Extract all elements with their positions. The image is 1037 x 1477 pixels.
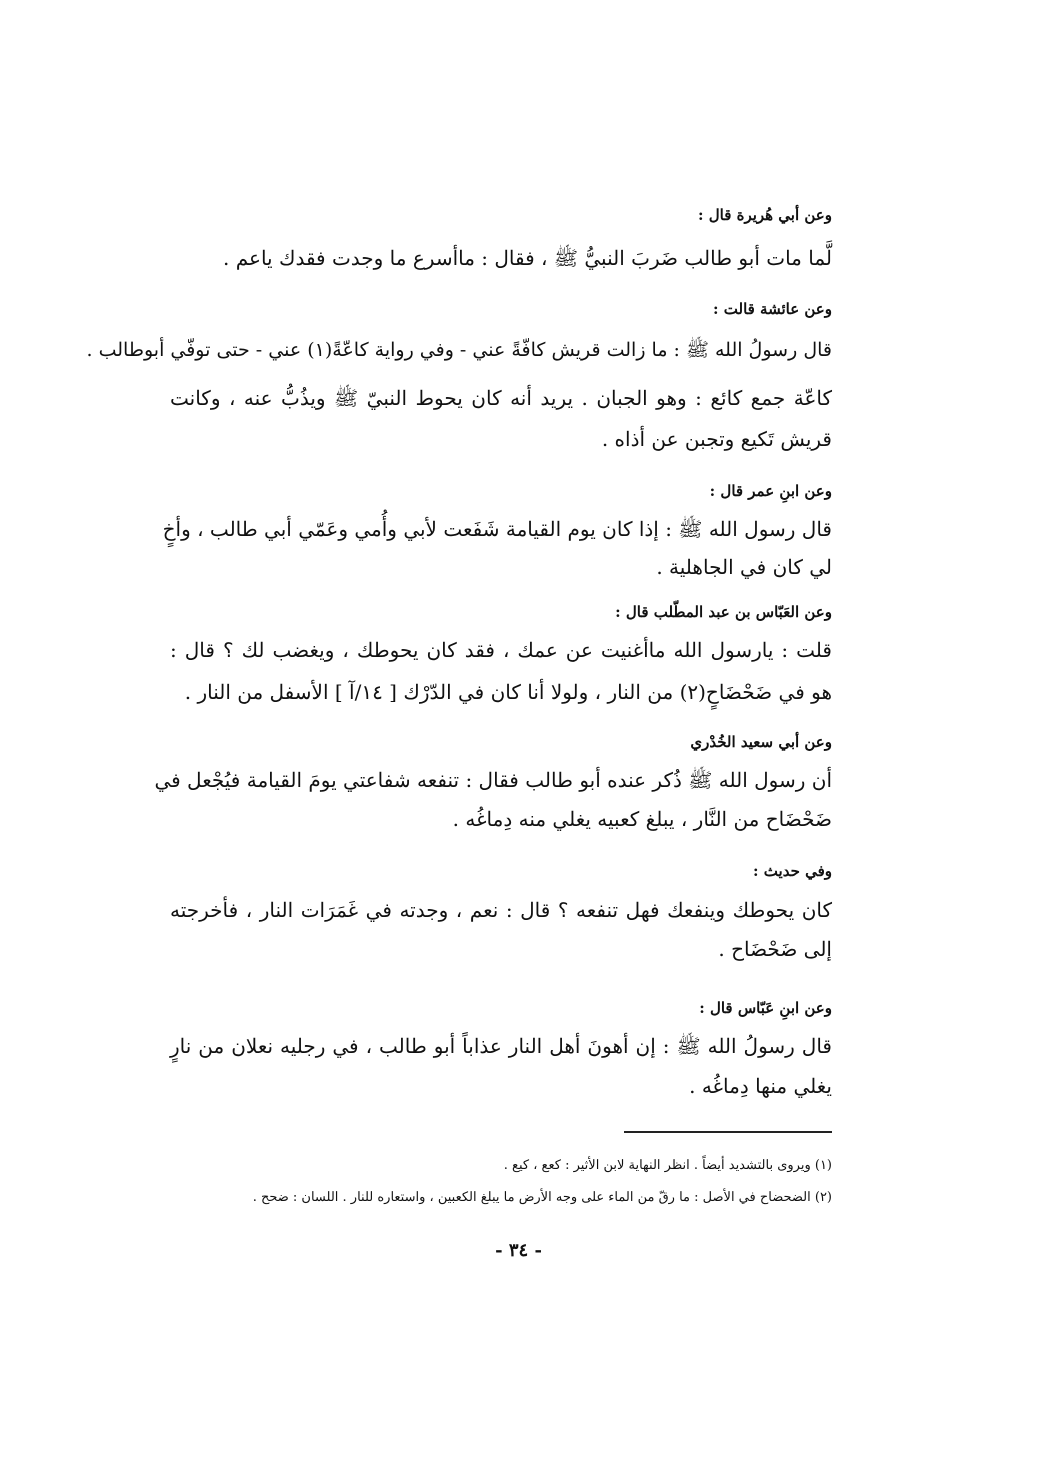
text-line: أن رسول الله ﷺ ذُكر عنده أبو طالب فقال : تنفعه شفاعتي يومَ القيامة فيُجْعل في <box>154 768 832 792</box>
footnote: (١) ويروى بالتشديد أيضاً . انظر النهاية لابن الأثير : كعع ، كيع . <box>503 1158 832 1173</box>
text-line: يغلي منها دِماغُه . <box>689 1074 832 1098</box>
section-heading: وعن العَبّاس بن عبد المطّلب قال : <box>615 603 832 621</box>
section-heading: وعن ابنِ عمر قال : <box>709 482 832 500</box>
text-line: قال رسول الله ﷺ : إذا كان يوم القيامة شَفَعت لأبي وأُمي وعَمّي أبي طالب ، وأخٍ <box>162 517 832 541</box>
section-heading: وعن عائشة قالت : <box>713 300 832 318</box>
footnote-separator <box>624 1131 832 1133</box>
text-line: كان يحوطك وينفعك فهل تنفعه ؟ قال : نعم ، وجدته في غَمَرَات النار ، فأخرجته <box>170 898 832 922</box>
text-line: إلى ضَحْضَاح . <box>718 937 832 961</box>
section-heading: وفي حديث : <box>753 862 832 880</box>
text-line: لَّما مات أبو طالب ضَربَ النبيُّ ﷺ ، فقال : ماأسرع ما وجدت فقدك ياعم . <box>222 246 832 270</box>
section-heading: وعن أبي سعيد الخُدْري <box>690 733 832 751</box>
text-line: قال رسولُ الله ﷺ : ما زالت قريش كافّةً عني - وفي رواية كاعّةً(١) عني - حتى توفّي أبوطالب . <box>86 339 832 361</box>
text-line: ضَحْضَاح من النَّار ، يبلغ كعبيه يغلي منه دِماغُه . <box>452 807 832 831</box>
section-heading: وعن أبي هُريرة قال : <box>697 206 832 224</box>
section-heading: وعن ابنِ عَبّاس قال : <box>699 999 832 1017</box>
text-line: قال رسولُ الله ﷺ : إن أهونَ أهل النار عذاباً أبو طالب ، في رجليه نعلان من نارٍ <box>170 1034 832 1058</box>
text-line: لي كان في الجاهلية . <box>656 555 832 579</box>
text-line: كاعّة جمع كائع : وهو الجبان . يريد أنه كان يحوط النبيّ ﷺ ويذُبُّ عنه ، وكانت <box>170 386 832 410</box>
footnote: (٢) الضحضاح في الأصل : ما رقّ من الماء على وجه الأرض ما يبلغ الكعبين ، واستعاره للنار . اللسان : ضحح . <box>252 1190 832 1205</box>
text-line: هو في ضَحْضَاحٍ(٢) من النار ، ولولا أنا كان في الدّرْك [ ١٤/آ ] الأسفل من النار . <box>184 680 832 704</box>
text-line: قريش تَكيع وتجبن عن أذاه . <box>601 427 832 451</box>
text-line: قلت : يارسول الله ماأغنيت عن عمك ، فقد كان يحوطك ، ويغضب لك ؟ قال : <box>170 638 832 662</box>
page-number: - ٣٤ - <box>495 1240 542 1261</box>
